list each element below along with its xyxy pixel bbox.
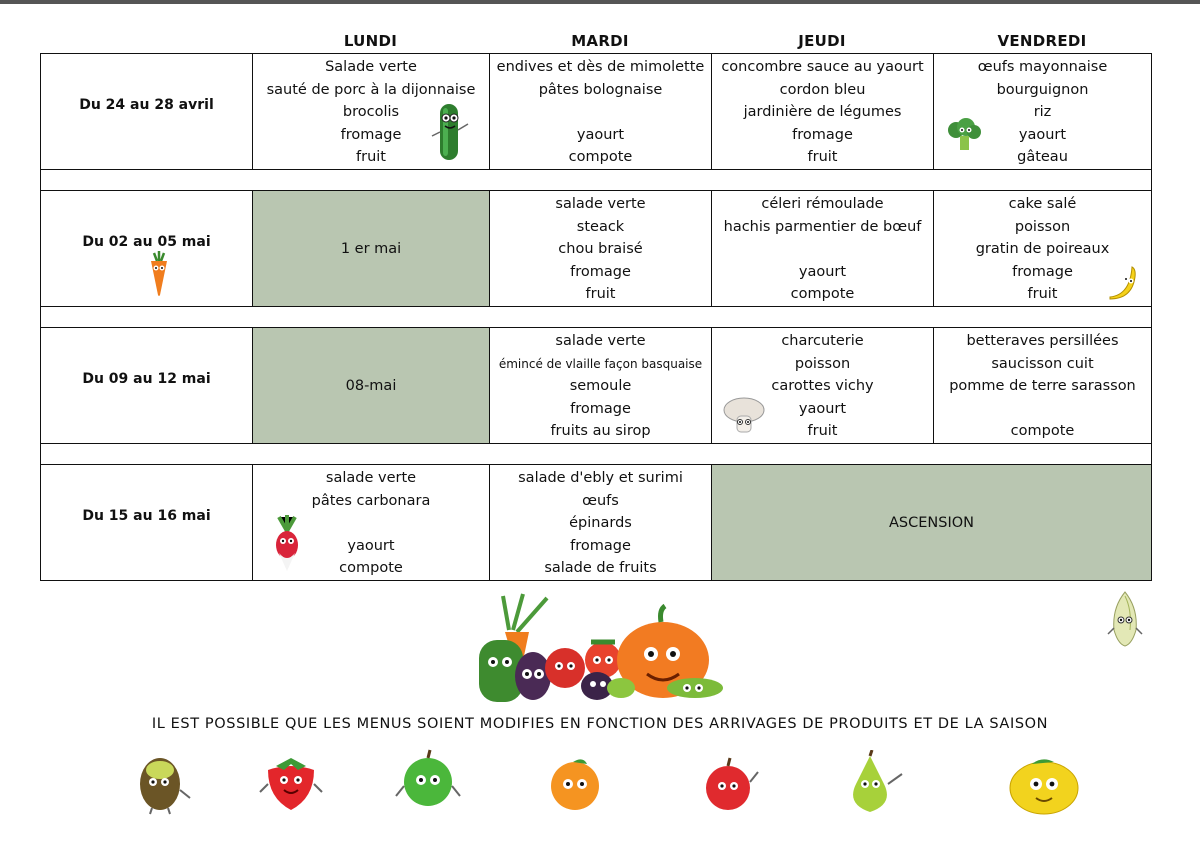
holiday-cell: 1 er mai <box>253 190 490 306</box>
menu-item: épinards <box>569 515 632 532</box>
menu-item: cake salé <box>1008 195 1077 212</box>
menu-item: concombre sauce au yaourt <box>721 59 924 75</box>
menu-item: yaourt <box>1018 126 1067 143</box>
mushroom-icon <box>722 396 766 436</box>
menu-item: Salade verte <box>325 59 417 75</box>
menu-cell-jeudi <box>712 190 934 306</box>
lemon-icon <box>1002 754 1086 818</box>
menu-item: pâtes carbonara <box>311 492 431 509</box>
week-label: Du 09 au 12 mai <box>41 327 253 443</box>
gap-row <box>41 306 1152 327</box>
menu-item: yaourt <box>798 400 847 417</box>
menu-item: endives et dès de mimolette <box>496 59 705 75</box>
menu-notice: IL EST POSSIBLE QUE LES MENUS SOIENT MODIFIES EN FONCTION DES ARRIVAGES DE PRODUITS ET DE LA SAISON <box>151 716 1049 732</box>
menu-cell-vendredi <box>934 190 1152 306</box>
kiwi-icon <box>132 750 192 816</box>
empty-line <box>936 398 1149 421</box>
menu-item: steack <box>576 218 625 235</box>
menu-item: compote <box>1010 423 1075 440</box>
endive-icon <box>1104 590 1146 648</box>
menu-item: fromage <box>792 126 853 143</box>
menu-item: céleri rémoulade <box>761 195 884 212</box>
menu-cell-mardi <box>490 190 712 306</box>
menu-item: compote <box>568 149 633 166</box>
menu-cell-vendredi <box>934 54 1152 170</box>
menu-item: cordon bleu <box>779 81 866 98</box>
menu-item: saucisson cuit <box>991 355 1094 372</box>
menu-item: hachis parmentier de bœuf <box>723 218 922 235</box>
menu-item: salade verte <box>325 469 417 486</box>
cucumber-icon <box>428 100 472 164</box>
menu-item: poisson <box>1014 218 1071 235</box>
menu-item: chou braisé <box>558 241 643 258</box>
orange-icon <box>543 752 607 816</box>
menu-item: fruit <box>585 286 616 303</box>
menu-item: gratin de poireaux <box>975 241 1110 258</box>
header-vendredi: VENDREDI <box>997 32 1087 50</box>
menu-item: fruit <box>807 149 838 166</box>
menu-item: fromage <box>570 263 631 280</box>
menu-item: fruit <box>1027 286 1058 303</box>
menu-item: pâtes bolognaise <box>538 81 663 98</box>
carrot-icon <box>145 249 173 299</box>
header-lundi: LUNDI <box>343 32 398 50</box>
menu-item: fromage <box>340 126 402 143</box>
menu-cell-mardi <box>490 464 712 580</box>
header-jeudi: JEUDI <box>798 32 846 50</box>
menu-cell-mardi <box>490 327 712 443</box>
menu-item: fromage <box>570 400 631 417</box>
strawberry-icon <box>258 754 324 816</box>
menu-item: gâteau <box>1017 149 1068 166</box>
menu-item: salade d'ebly et surimi <box>518 469 683 486</box>
broccoli-icon <box>944 118 984 154</box>
menu-cell-jeudi <box>712 327 934 443</box>
fruit-row <box>0 748 1200 828</box>
top-rule <box>0 0 1200 4</box>
banana-icon <box>1102 261 1142 301</box>
menu-item: compote <box>339 560 403 577</box>
menu-item: compote <box>790 286 855 303</box>
green-apple-icon <box>394 748 462 816</box>
menu-item: pomme de terre sarasson <box>949 378 1136 395</box>
menu-item: betteraves persillées <box>966 332 1119 349</box>
menu-item: œufs mayonnaise <box>977 59 1108 75</box>
menu-item: fromage <box>570 537 631 554</box>
menu-item: yaourt <box>798 263 847 280</box>
menu-cell-mardi <box>490 54 712 170</box>
week-row <box>41 464 1152 580</box>
menu-item: salade verte <box>555 332 646 349</box>
menu-item: fromage <box>1012 263 1073 280</box>
week-row <box>41 327 1152 443</box>
menu-item: émincé de vlaille façon basquaise <box>498 356 703 371</box>
menu-item: carottes vichy <box>771 378 874 395</box>
menu-cell-jeudi <box>712 54 934 170</box>
menu-item: jardinière de légumes <box>743 104 902 121</box>
gap-row <box>41 443 1152 464</box>
radish-icon <box>267 513 307 575</box>
holiday-cell: 08-mai <box>253 327 490 443</box>
menu-item: œufs <box>582 492 619 509</box>
menu-cell-lundi <box>253 54 490 170</box>
red-apple-icon <box>696 754 762 816</box>
menu-item: bourguignon <box>996 81 1089 98</box>
menu-item: riz <box>1033 104 1052 121</box>
menu-item: fruits au sirop <box>550 423 651 440</box>
empty-line <box>492 101 709 124</box>
week-row <box>41 54 1152 170</box>
menu-item: fruit <box>807 423 838 440</box>
header-mardi: MARDI <box>571 32 629 50</box>
week-label: Du 24 au 28 avril <box>41 54 253 170</box>
gap-row <box>41 169 1152 190</box>
menu-item: salade de fruits <box>544 560 657 577</box>
menu-table <box>40 53 1152 581</box>
empty-line <box>714 238 931 261</box>
week-label: Du 02 au 05 mai <box>41 190 253 306</box>
menu-item: salade verte <box>555 195 646 212</box>
menu-cell-lundi <box>253 464 490 580</box>
menu-item: yaourt <box>347 537 395 554</box>
vegetable-group-icon <box>475 590 735 706</box>
menu-item: sauté de porc à la dijonnaise <box>266 81 476 98</box>
menu-item: yaourt <box>576 126 625 143</box>
menu-item: charcuterie <box>781 332 864 349</box>
week-label: Du 15 au 16 mai <box>41 464 253 580</box>
pear-icon <box>838 750 908 818</box>
menu-item: poisson <box>794 355 851 372</box>
menu-cell-vendredi <box>934 327 1152 443</box>
holiday-cell-ascension: ASCENSION <box>712 464 1152 580</box>
week-row <box>41 190 1152 306</box>
menu-item: brocolis <box>342 104 400 121</box>
menu-item: semoule <box>569 378 632 395</box>
menu-item: fruit <box>356 149 386 166</box>
